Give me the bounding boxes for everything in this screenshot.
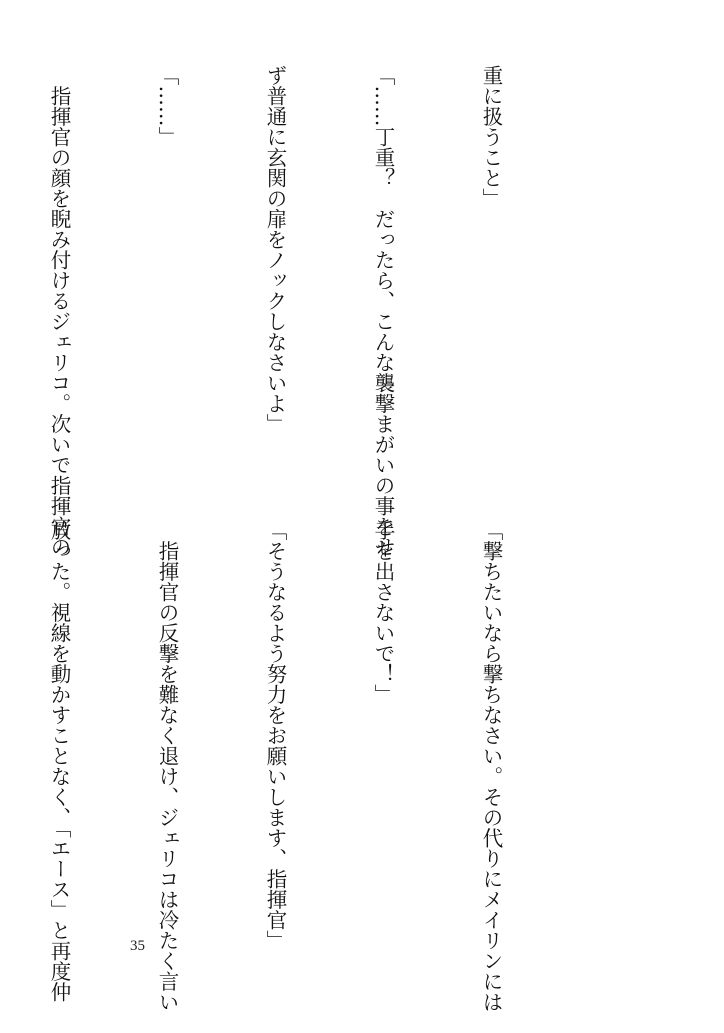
page-number: 35 [130, 938, 145, 954]
text-line: 手を出さないで！」 [371, 520, 395, 705]
text-line: 「……」 [155, 65, 179, 147]
text-line: ず普通に玄関の扉をノックしなさいよ」 [263, 65, 287, 434]
text-block-upper [47, 65, 581, 557]
text-line: 指揮官の顔を睨み付けるジェリコ。次いで指揮官の [47, 65, 71, 557]
text-line: 重に扱うこと」 [479, 65, 503, 209]
text-line: 「そうなるよう努力をお願いします、指揮官」 [263, 520, 287, 951]
text-line: 「撃ちたいなら撃ちなさい。その代りにメイリンには [479, 520, 503, 1012]
text-line: 指揮官の反撃を難なく退け、ジェリコは冷たく言い [155, 520, 179, 1012]
text-line: 「……丁重？ だったら、こんな襲撃まがいの事をせ [371, 65, 395, 557]
text-line: 放った。視線を動かすことなく、「エース」と再度仲 [47, 520, 71, 1002]
